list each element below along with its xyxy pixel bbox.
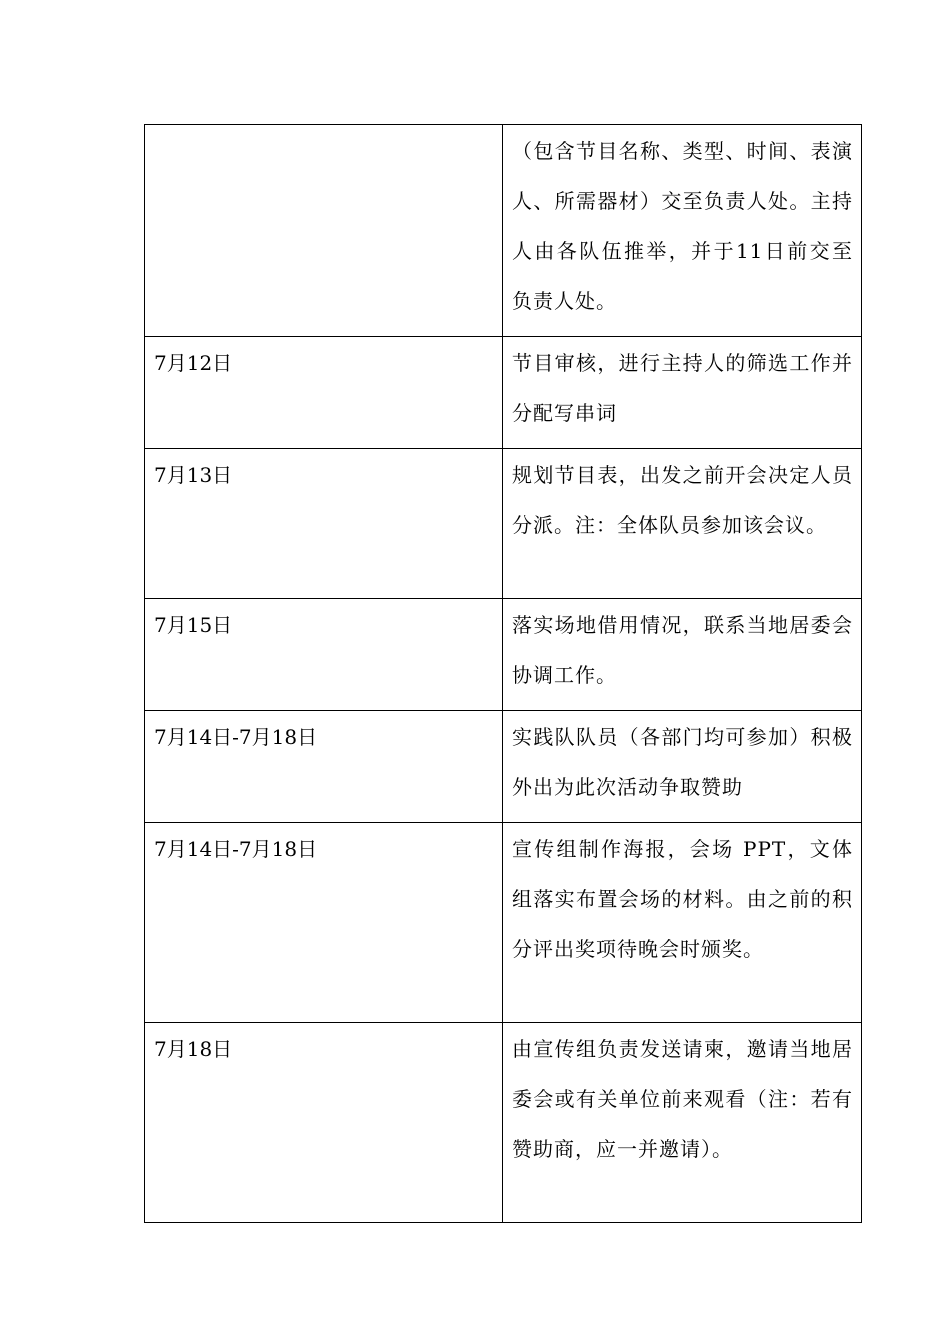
date-cell: 7月14日-7月18日 xyxy=(145,711,503,823)
description-cell: 实践队队员（各部门均可参加）积极外出为此次活动争取赞助 xyxy=(503,711,862,823)
table-row xyxy=(145,711,862,823)
description-cell: （包含节目名称、类型、时间、表演人、所需器材）交至负责人处。主持人由各队伍推举，并于11日前交至负责人处。 xyxy=(503,125,862,337)
table-row xyxy=(145,125,862,337)
date-cell: 7月18日 xyxy=(145,1023,503,1223)
schedule-table xyxy=(144,124,862,1223)
table-row xyxy=(145,337,862,449)
date-cell: 7月15日 xyxy=(145,599,503,711)
date-cell: 7月13日 xyxy=(145,449,503,599)
date-cell: 7月14日-7月18日 xyxy=(145,823,503,1023)
description-cell: 由宣传组负责发送请柬，邀请当地居委会或有关单位前来观看（注：若有赞助商，应一并邀请）。 xyxy=(503,1023,862,1223)
table-row xyxy=(145,449,862,599)
date-cell xyxy=(145,125,503,337)
date-cell: 7月12日 xyxy=(145,337,503,449)
description-cell: 节目审核，进行主持人的筛选工作并分配写串词 xyxy=(503,337,862,449)
table-row xyxy=(145,823,862,1023)
table-row xyxy=(145,1023,862,1223)
description-cell: 规划节目表，出发之前开会决定人员分派。注：全体队员参加该会议。 xyxy=(503,449,862,599)
table-row xyxy=(145,599,862,711)
description-cell: 宣传组制作海报，会场 PPT，文体组落实布置会场的材料。由之前的积分评出奖项待晚会时颁奖。 xyxy=(503,823,862,1023)
description-cell: 落实场地借用情况，联系当地居委会协调工作。 xyxy=(503,599,862,711)
